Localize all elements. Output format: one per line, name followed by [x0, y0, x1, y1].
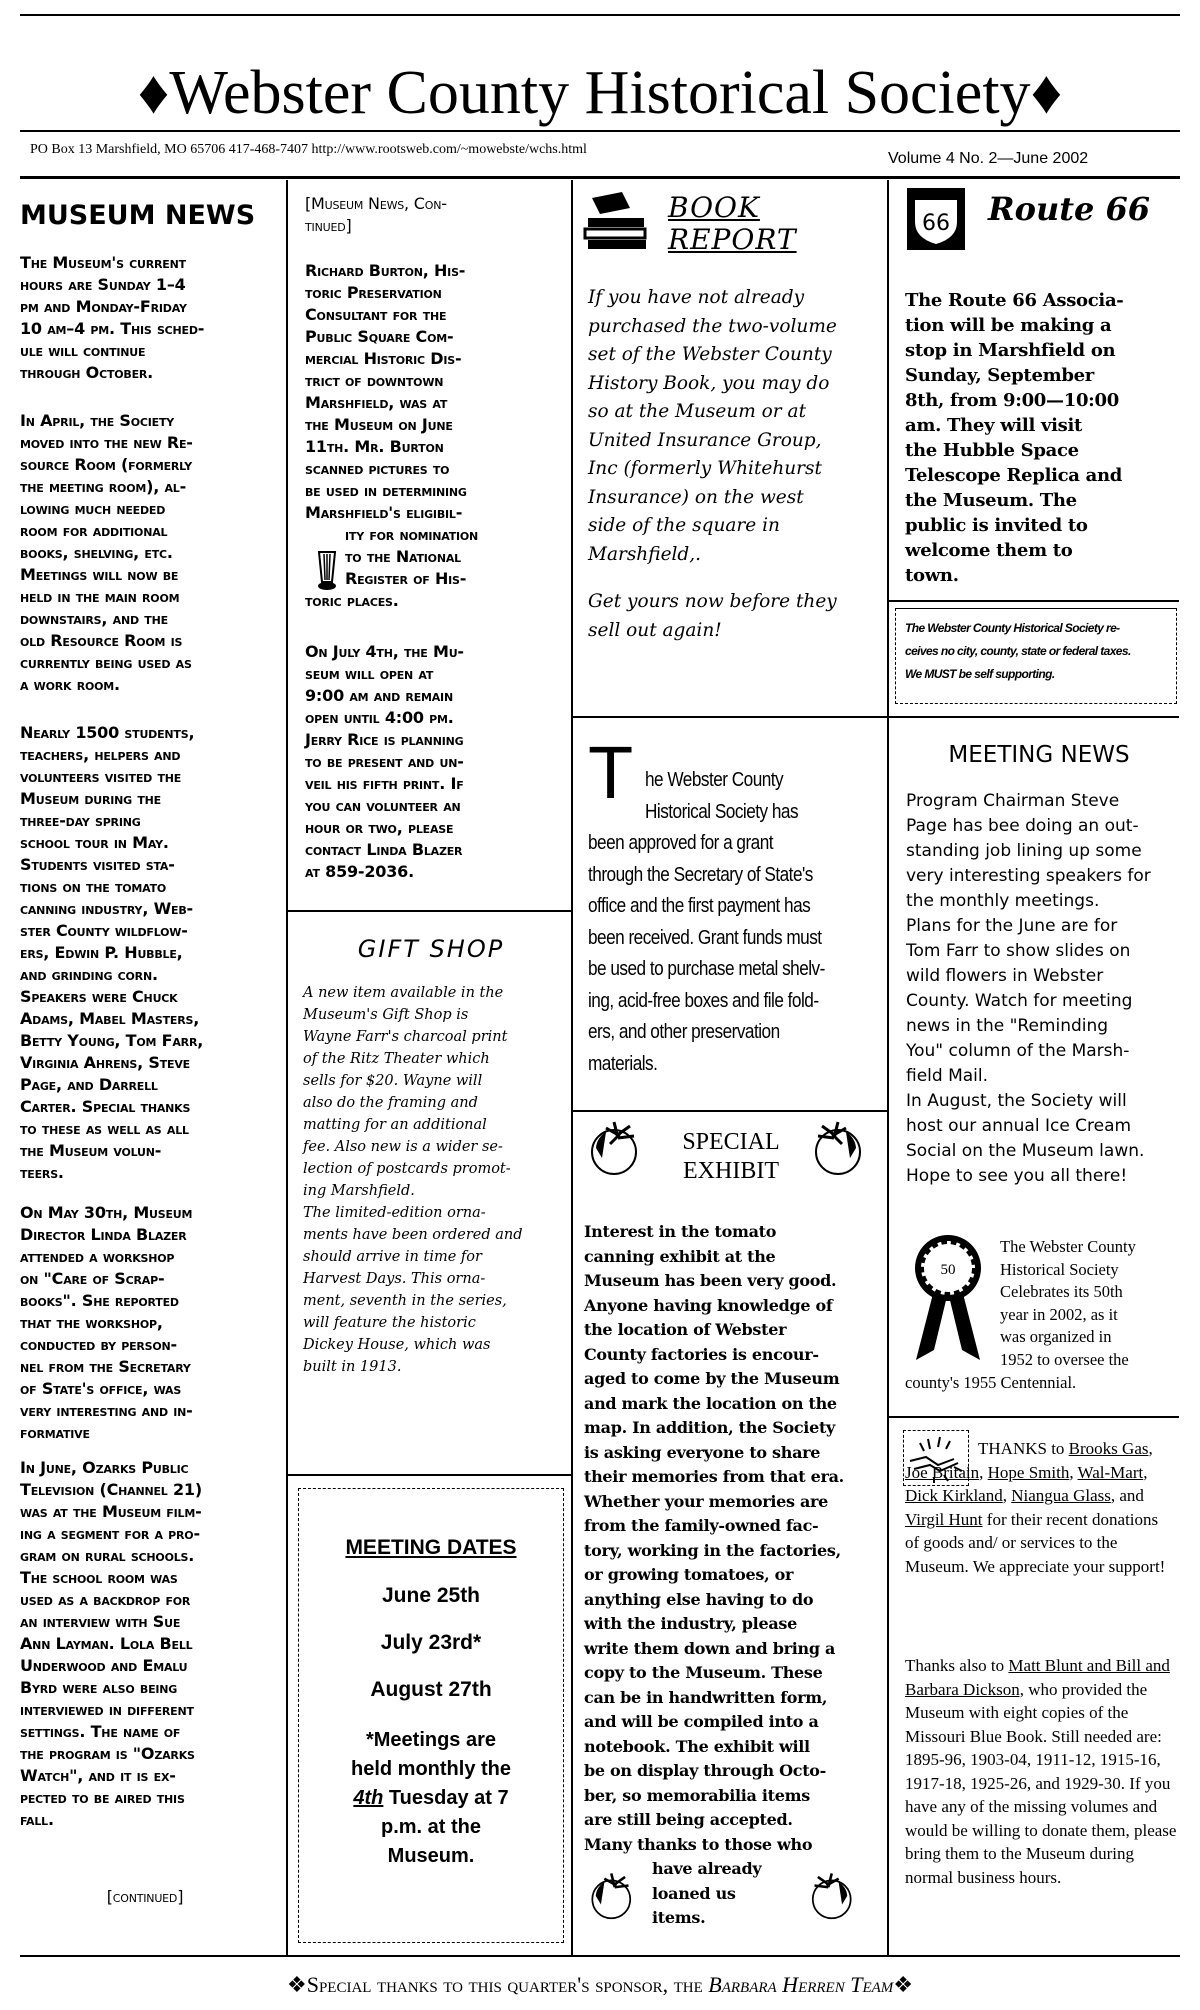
book-report-p1: If you have not already purchased the two-volume set of the Webster County History Book, you may do so at the Museum or at United Insurance Group, Inc (formerly Whitehurst Insurance) on the west side of the square in Marshfield,.	[588, 287, 837, 565]
museum-news-cont-p1b: ity for nomination to the National Register of His-	[345, 525, 479, 588]
svg-text:66: 66	[922, 211, 950, 236]
anniversary-text: The Webster County Historical Society Celebrates its 50th year in 2002, as it was organized in 1952 to oversee the	[1000, 1237, 1136, 1369]
route66-heading: Route 66	[988, 190, 1151, 228]
bottom-rule	[20, 1955, 1180, 1957]
sponsor-name: Dick Kirkland	[905, 1486, 1003, 1505]
info-rule	[20, 176, 1180, 179]
gift-shop-heading: GIFT SHOP	[357, 935, 505, 963]
section-rule	[288, 1474, 571, 1476]
book-report-heading: BOOK REPORT	[668, 191, 797, 256]
svg-text:50: 50	[940, 1262, 956, 1278]
special-exhibit-text: Interest in the tomato canning exhibit at the Museum has been very good. Anyone having knowledge of the location of Webster County factories is encour- aged to come by the Museum and mark the location on the map. In addition, the Society is asking everyone to share their memories from that era. Whether your memories are from the family-owned fac- tory, working in the factories, or growing tomatoes, or anything else having to do with the industry, please write them down and bring a copy to the Museum. These can be in handwritten form, and will be compiled into a notebook. The exhibit will be on display through Octo- ber, so memorabilia items are still being accepted. Many thanks to those who	[584, 1222, 844, 1854]
top-rule	[20, 14, 1180, 16]
museum-news-p4: On May 30th, Museum Director Linda Blazer attended a workshop on "Care of Scrap- books". She reported that the workshop, conducted by person- nel from the Secretary of State's office, was very interesting and in- formative	[20, 1203, 193, 1442]
meeting-date: June 25th	[381, 1584, 481, 1607]
route66-shield-icon	[907, 188, 965, 250]
museum-news-cont-p2: On July 4th, the Mu- seum will open at 9:00 am and remain open until 4:00 pm. Jerry Rice is planning to be present and un- veil his fifth print. If you can volunteer an hour or two, please contact Linda Blazer at 859-2036.	[305, 642, 464, 881]
tomato-icon	[588, 1870, 638, 1920]
thanks-also-text: Thanks also to Matt Blunt and Bill and Barbara Dickson, who provided the Museum with eight copies of the Missouri Blue Book. Still needed are: 1895-96, 1903-04, 1911-12, 1915-16, 1917-18, 1925-26, and 1929-30. If you have any of the missing volumes and would be willing to donate them, please bring them to the Museum during normal business hours.	[905, 1656, 1177, 1887]
section-rule	[889, 716, 1179, 718]
continued-label: [continued]	[106, 1887, 184, 1906]
meeting-dates-note: *Meetings are held monthly the 4th Tuesday at 7 p.m. at the Museum.	[351, 1729, 511, 1867]
meeting-date: July 23rd*	[380, 1631, 482, 1654]
meeting-dates-heading: MEETING DATES	[345, 1536, 517, 1559]
sponsor-name: Virgil Hunt	[905, 1509, 983, 1529]
route66-text: The Route 66 Associa- tion will be making a stop in Marshfield on Sunday, September 8th, from 9:00—10:00 am. They will visit the Hubble Space Telescope Replica and the Museum. The public is invited to welcome them to town.	[905, 290, 1124, 586]
section-rule	[889, 1416, 1179, 1418]
column-icon	[316, 548, 338, 592]
gift-shop-text: A new item available in the Museum's Gift Shop is Wayne Farr's charcoal print of the Ritz Theater which sells for $20. Wayne will also do the framing and matting for an additional fee. Also new is a wider se- lection of postcards promot- ing Marshfield. The limited-edition orna- ments have been ordered and should arrive in time for Harvest Days. This orna- ment, seventh in the series, will feature the historic Dickey House, which was built in 1913.	[303, 985, 523, 1375]
museum-news-cont-p1c: toric places.	[305, 591, 399, 610]
museum-news-heading: MUSEUM NEWS	[20, 200, 256, 231]
grant-text-indent: he Webster County Historical Society has	[645, 769, 799, 823]
masthead-title: ♦Webster County Historical Society♦	[137, 59, 1063, 127]
anniversary-text-2: county's 1955 Centennial.	[905, 1373, 1077, 1392]
section-rule	[288, 910, 571, 912]
tomato-icon	[805, 1870, 855, 1920]
book-report-p2: Get yours now before they sell out again!	[588, 591, 837, 641]
footer-sponsor: ❖Special thanks to this quarter's sponsor, the Barbara Herren Team❖	[286, 1972, 914, 1997]
thanks-text: THANKS to Brooks Gas, Joe Britain, Hope Smith, Wal-Mart, Dick Kirkland, Niangua Glass, and Virgil Hunt for their recent donations of goods and/ or services to the Museum. We appreciate your support!	[905, 1439, 1166, 1576]
sponsor-name: Wal-Mart	[1077, 1462, 1144, 1482]
issue-info: Volume 4 No. 2—June 2002	[888, 150, 1089, 167]
museum-news-cont-heading: [Museum News, Con- tinued]	[305, 194, 447, 235]
museum-news-cont-p1: Richard Burton, His- toric Preservation Consultant for the Public Square Com- mercial Historic Dis- trict of downtown Marshfield, was at the Museum on June 11th. Mr. Burton scanned pictures to be used in determining Marshfield's eligibil-	[305, 261, 467, 522]
contact-info: PO Box 13 Marshfield, MO 65706 417-468-7407 http://www.rootsweb.com/~mowebste/wchs.html	[30, 142, 587, 157]
section-rule	[573, 716, 887, 718]
column-divider	[887, 180, 889, 1955]
section-rule	[573, 1110, 887, 1112]
sponsor-name: Brooks Gas	[1068, 1439, 1149, 1458]
sponsor-name: Hope Smith	[987, 1462, 1070, 1482]
notice-text: The Webster County Historical Society re- ceives no city, county, state or federal taxes. We MUST be self supporting.	[905, 621, 1131, 681]
books-icon	[582, 190, 650, 252]
masthead-rule	[20, 130, 1180, 132]
museum-news-p2: In April, the Society moved into the new Re- source Room (formerly the meeting room), al- lowing much needed room for additional books, shelving, etc. Meetings will now be held in the main room downstairs, and the old Resource Room is currently being used as a work room.	[20, 411, 193, 694]
column-divider	[286, 180, 288, 1955]
tomato-icon	[808, 1118, 864, 1176]
section-rule	[889, 600, 1179, 602]
museum-news-p5: In June, Ozarks Public Television (Channel 21) was at the Museum film- ing a segment for a pro- gram on rural schools. The school room was used as a backdrop for an interview with Sue Ann Layman. Lola Bell Underwood and Emalu Byrd were also being interviewed in different settings. The name of the program is "Ozarks Watch", and it is ex- pected to be aired this fall.	[20, 1458, 202, 1829]
meeting-news-heading: MEETING NEWS	[948, 742, 1130, 768]
museum-news-p1: The Museum's current hours are Sunday 1–4 pm and Monday-Friday 10 am–4 pm. This sched- ule will continue through October.	[20, 253, 205, 382]
meeting-news-text: Program Chairman Steve Page has bee doing an out- standing job lining up some very interesting speakers for the monthly meetings. Plans for the June are for Tom Farr to show slides on wild flowers in Webster County. Watch for meeting news in the "Reminding You" column of the Marsh- field Mail. In August, the Society will host our annual Ice Cream Social on the Museum lawn. Hope to see you all there!	[906, 791, 1151, 1186]
museum-news-p3: Nearly 1500 students, teachers, helpers and volunteers visited the Museum during the three-day spring school tour in May. Students visited sta- tions on the tomato canning industry, Web- ster County wildflow- ers, Edwin P. Hubble, and grinding corn. Speakers were Chuck Adams, Mabel Masters, Betty Young, Tom Farr, Virginia Ahrens, Steve Page, and Darrell Carter. Special thanks to these as well as all the Museum volun- teers.	[20, 723, 204, 1182]
sponsor-name: Niangua Glass	[1011, 1486, 1111, 1505]
meeting-date: August 27th	[370, 1678, 492, 1701]
sponsor-name: Joe Britain	[905, 1462, 980, 1482]
grant-dropcap: T	[588, 731, 634, 814]
special-exhibit-tail: have already loaned us items.	[652, 1859, 762, 1927]
grant-text: been approved for a grant through the Secretary of State's office and the first payment has been received. Grant funds must be used to purchase metal shelv- ing, acid-free boxes and file fold- ers, and other preservation materials.	[588, 832, 825, 1075]
ribbon-50-icon	[908, 1232, 988, 1372]
special-exhibit-heading: SPECIAL EXHIBIT	[682, 1129, 780, 1184]
